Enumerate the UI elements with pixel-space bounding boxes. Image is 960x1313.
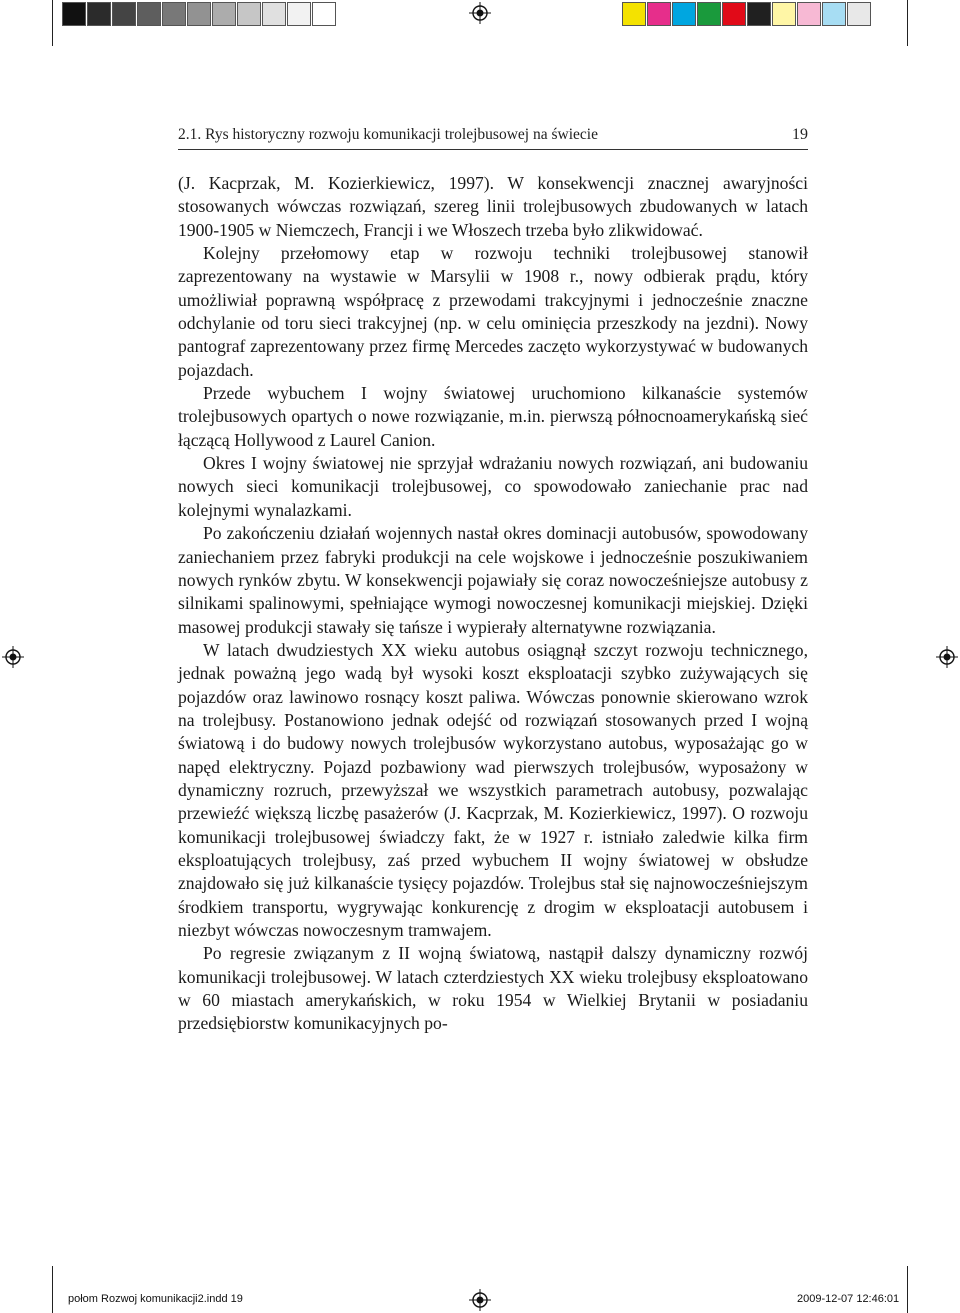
greyscale-swatch	[137, 2, 161, 26]
greyscale-swatch	[287, 2, 311, 26]
greyscale-swatch	[87, 2, 111, 26]
paragraph: Kolejny przełomowy etap w rozwoju techniki trolejbusowej stanowił zaprezentowany na wystawie w Marsylii w 1908 r., nowy odbierak prądu, który umożliwiał poprawną współpracę z przewodami trakcyjnymi i jednocześnie znaczne odchylanie od toru sieci trakcyjnej (np. w celu ominięcia przeszkody na jezdni). Nowy pantograf zaprezentowany przez firmę Mercedes zaczęto wykorzystywać w budowanych pojazdach.	[178, 243, 808, 380]
body-text	[178, 172, 808, 1036]
color-swatch	[847, 2, 871, 26]
timestamp: 2009-12-07 12:46:01	[797, 1293, 900, 1305]
paragraph: Okres I wojny światowej nie sprzyjał wdrażaniu nowych rozwiązań, ani budowaniu nowych sieci komunikacji trolejbusowej, co spowodowało zaniechanie prac nad kolejnymi wynalazkami.	[178, 453, 808, 520]
color-calibration-bar	[622, 2, 872, 26]
greyscale-swatch	[112, 2, 136, 26]
greyscale-swatch	[62, 2, 86, 26]
paragraph: (J. Kacprzak, M. Kozierkiewicz, 1997). W konsekwencji znacznej awaryjności stosowanych wówczas rozwiązań, szereg linii trolejbusowych zbudowanych w latach 1900-1905 w Niemczech, Francji i we Włoszech trzeba było zlikwidować.	[178, 173, 808, 240]
greyscale-swatch	[162, 2, 186, 26]
paragraph: Po regresie związanym z II wojną światową, nastąpił dalszy dynamiczny rozwój komunikacji trolejbusowej. W latach czterdziestych XX wieku trolejbusy eksploatowano w 60 miastach amerykańskich, w roku 1954 w Wielkiej Brytanii w posiadaniu przedsiębiorstw komunikacyjnych po-	[178, 943, 808, 1034]
registration-mark-right	[936, 646, 958, 668]
crop-mark-top-left	[52, 0, 53, 46]
greyscale-swatch	[212, 2, 236, 26]
paragraph: W latach dwudziestych XX wieku autobus osiągnął szczyt rozwoju technicznego, jednak poważną jego wadą był wysoki koszt eksploatacji szybko zużywających się pojazdów oraz lawinowo rosnący koszt paliwa. Wówczas ponownie skierowano wzrok na trolejbusy. Postanowiono jednak odejść od rozwiązań stosowanych przed I wojną światową i do budowy nowych trolejbusów wykorzystano autobus, wyposażając go w napęd elektryczny. Pojazd pozbawiony wad pierwszych trolejbusów, wyposażony w dynamiczny rozruch, przewyższał we wszystkich parametrach autobusy, pozwalając przewieźć większą liczbę pasażerów (J. Kacprzak, M. Kozierkiewicz, 1997). O rozwoju komunikacji trolejbusowej świadczy fakt, że w 1927 r. istniało zaledwie kilka firm eksploatujących trolejbusy, zaś przed wybuchem II wojny światowej w obsłudze znajdowało się już kilkanaście tysięcy pojazdów. Trolejbus stał się najnowocześniejszym środkiem transportu, wygrywając konkurencję z drogim w eksploatacji autobusem i niezbyt wówczas nowoczesnym tramwajem.	[178, 639, 808, 940]
greyscale-swatch	[312, 2, 336, 26]
page-number: 19	[792, 126, 808, 143]
registration-mark-top	[469, 2, 491, 24]
color-swatch	[622, 2, 646, 26]
section-title: 2.1. Rys historyczny rozwoju komunikacji trolejbusowej na świecie	[178, 126, 598, 143]
registration-mark-left	[2, 646, 24, 668]
color-swatch	[822, 2, 846, 26]
print-slug	[0, 1293, 960, 1309]
color-swatch	[697, 2, 721, 26]
color-swatch	[747, 2, 771, 26]
color-swatch	[647, 2, 671, 26]
crop-mark-top-right	[907, 0, 908, 46]
greyscale-swatch	[187, 2, 211, 26]
color-swatch	[722, 2, 746, 26]
greyscale-swatch	[237, 2, 261, 26]
paragraph: Przede wybuchem I wojny światowej uruchomiono kilkanaście systemów trolejbusowych opartych o nowe rozwiązanie, m.in. pierwszą północnoamerykańską sieć łączącą Hollywood z Laurel Canion.	[178, 383, 808, 450]
greyscale-swatch	[262, 2, 286, 26]
color-swatch	[672, 2, 696, 26]
color-swatch	[797, 2, 821, 26]
greyscale-calibration-bar	[62, 2, 337, 26]
paragraph: Po zakończeniu działań wojennych nastał okres dominacji autobusów, spowodowany zaniechaniem przez fabryki produkcji na cele wojskowe i jednocześnie poszukiwaniem nowych rynków zbytu. W konsekwencji pojawiały się coraz nowocześniejsze autobusy z silnikami spalinowymi, spełniające wymogi nowoczesnej komunikacji miejskiej. Dzięki masowej produkcji stawały się tańsze i wypierały alternatywne rozwiązania.	[178, 523, 808, 637]
file-info: połom Rozwoj komunikacji2.indd 19	[68, 1293, 243, 1305]
color-swatch	[772, 2, 796, 26]
running-header	[178, 126, 808, 150]
